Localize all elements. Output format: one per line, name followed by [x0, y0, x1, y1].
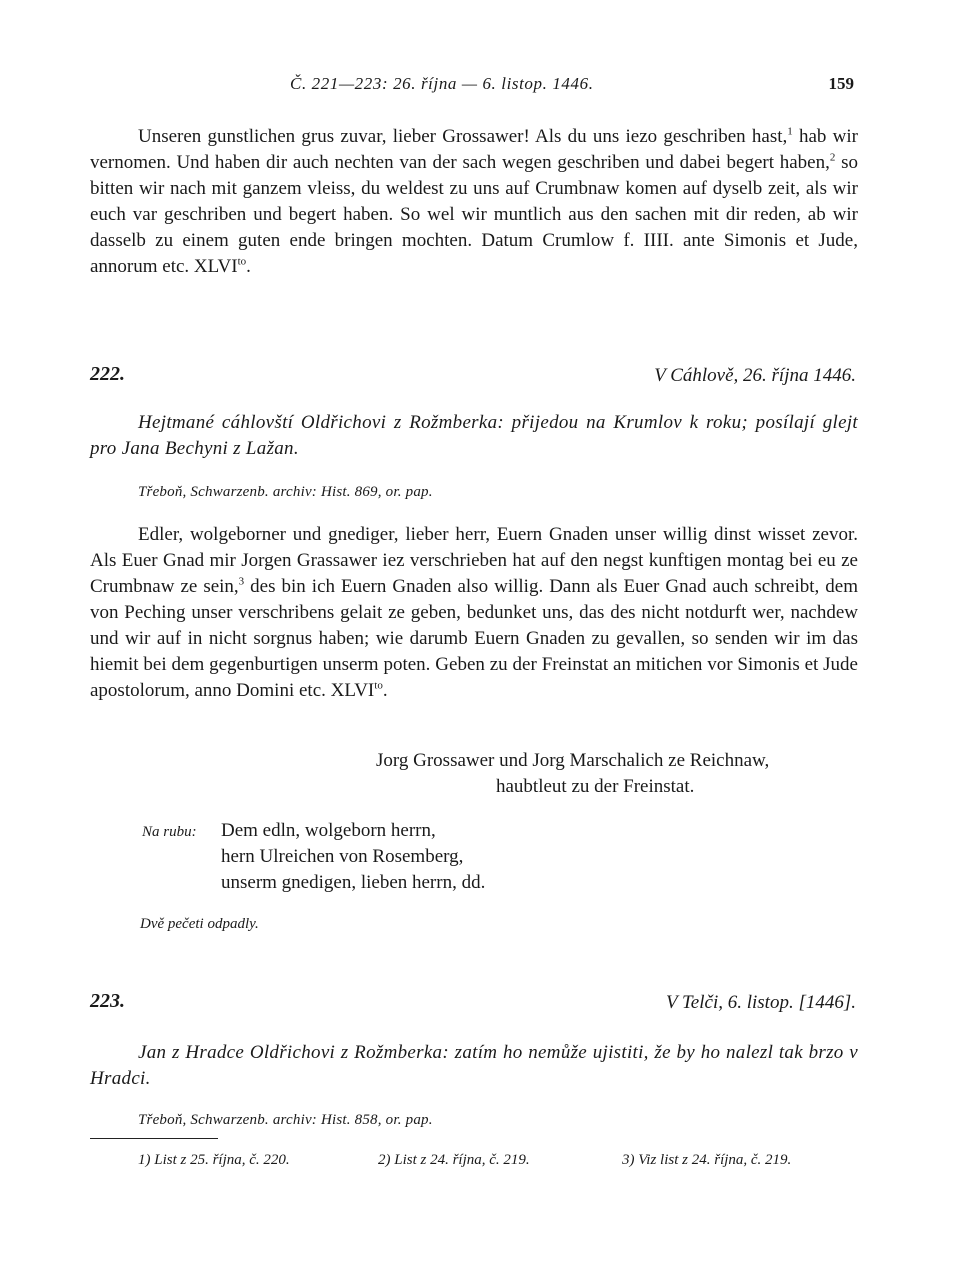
book-page	[90, 0, 858, 1264]
seal-note: Dvě pečeti odpadly.	[140, 916, 259, 932]
signature-line-1: Jorg Grossawer und Jorg Marschalich ze Reichnaw,	[376, 750, 770, 771]
archive-source: Třeboň, Schwarzenb. archiv: Hist. 869, or. pap.	[138, 484, 433, 500]
address-label: Na rubu:	[142, 824, 197, 840]
doc-222-heading	[90, 363, 858, 393]
text-run: so bitten wir nach mit ganzem vleiss, du weldest zu uns auf Crumbnaw komen auf dyselb zeit, als wir euch var geschriben und begert haben. So wel wir muntlich aus den sachen mit dir reden, ab wir dasselb zu einem guten ende bringen mochten. Datum Crumlow f. IIII. ante Simonis et Jude, annorum etc. XLVI	[90, 152, 858, 277]
address-line: unserm gnedigen, lieben herrn, dd.	[221, 872, 486, 893]
page-number: 159	[828, 74, 854, 93]
address-line: Dem edln, wolgeborn herrn,	[221, 820, 436, 841]
text-run: des bin ich Euern Gnaden also willig. Dann als Euer Gnad auch schreibt, dem von Peching unser verschribens gelait ze geben, bedunket uns, das des nicht notdurft wer, nachdew und wir auf in nicht sorgnus haben; wie darumb Euern Gnaden zu gevallen, so senden wir im das hiemit bei dem gegenburtigen unserm poten. Geben zu der Freinstat an mitichen vor Simonis et Jude apostolorum, anno Domini etc. XLVI	[90, 576, 858, 701]
doc-222-source-block	[90, 484, 858, 501]
superscript-to: to	[237, 255, 247, 268]
running-head: Č. 221—223: 26. října — 6. listop. 1446.	[290, 74, 594, 93]
place-date: V Cáhlově, 26. října 1446.	[654, 365, 856, 386]
doc-223-heading	[90, 990, 858, 1020]
footnote-ref: 2	[829, 151, 836, 164]
signature-line-2: haubtleut zu der Freinstat.	[496, 776, 695, 797]
place-date: V Telči, 6. listop. [1446].	[665, 992, 856, 1013]
archive-source: Třeboň, Schwarzenb. archiv: Hist. 858, or. pap.	[138, 1112, 433, 1128]
document-number: 222.	[90, 363, 125, 385]
text-run: Unseren gunstlichen grus zuvar, lieber Grossawer! Als du uns iezo geschriben hast,	[138, 126, 788, 147]
text-run: .	[246, 256, 251, 277]
doc-223-source-block	[90, 1112, 858, 1129]
footnote-divider	[90, 1138, 218, 1139]
regest: Hejtmané cáhlovští Oldřichovi z Rožmberka: přijedou na Krumlov k roku; posílají glejt pro Jana Bechyni z Lažan.	[90, 412, 858, 459]
address-block	[221, 818, 485, 896]
doc-221-text	[90, 124, 858, 280]
text-run: .	[382, 680, 388, 701]
text-run: hab wir vernomen. Und haben dir auch nechten van der sach wegen geschriben und dabei begert haben,	[90, 126, 858, 173]
regest: Jan z Hradce Oldřichovi z Rožmberka: zatím ho nemůže ujistiti, že by ho nalezl tak brzo v Hradci.	[90, 1042, 858, 1089]
footnote-ref: 1	[787, 125, 793, 138]
document-number: 223.	[90, 990, 125, 1012]
doc-222-body	[90, 522, 858, 704]
address-line: hern Ulreichen von Rosemberg,	[221, 846, 464, 867]
footnote-3: 3) Viz list z 24. října, č. 219.	[622, 1152, 792, 1168]
footnote-2: 2) List z 24. října, č. 219.	[378, 1152, 530, 1168]
footnote-1: 1) List z 25. října, č. 220.	[138, 1152, 290, 1168]
doc-222-regest-block	[90, 410, 858, 462]
page-header	[90, 74, 858, 100]
text-run: Edler, wolgeborner und gnediger, lieber herr, Euern Gnaden unser willig dinst wisset zevor. Als Euer Gnad mir Jorgen Grassawer iez verschrieben hat auf den negst kunftigen montag bei eu ze Crumbnaw ze sein,	[90, 524, 858, 597]
doc-221-paragraph	[90, 124, 858, 280]
superscript-to: to	[374, 679, 383, 692]
footnote-ref: 3	[238, 575, 245, 588]
footnotes	[138, 1152, 858, 1174]
letter-body	[90, 522, 858, 704]
doc-223-regest-block	[90, 1040, 858, 1092]
